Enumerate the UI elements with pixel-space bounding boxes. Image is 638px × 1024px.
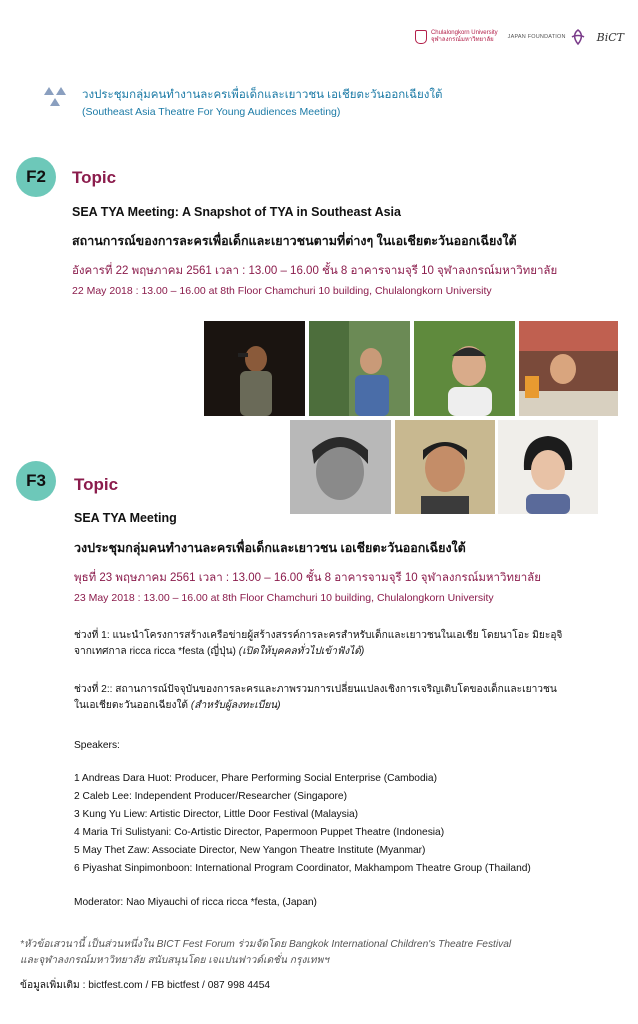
speaker-item: 2 Caleb Lee: Independent Producer/Researcher (Singapore) <box>74 791 347 802</box>
footer-note-line-2: และจุฬาลงกรณ์มหาวิทยาลัย สนับสนุนโดย เจแปนฟาวด์เดชั่น กรุงเทพฯ <box>20 955 330 966</box>
session-2-note: (สำหรับผู้ลงทะเบียน) <box>190 700 281 711</box>
session-2-line-1: ช่วงที่ 2:: สถานการณ์ปัจจุบันของการละครและภาพรวมการเปลี่ยนแปลงเชิงการเจริญเติบโตของเด็กและเยาวชน <box>74 684 557 695</box>
partner-logos <box>415 22 624 52</box>
moderator <box>74 894 317 912</box>
meeting-title-thai: วงประชุมกลุ่มคนทำงานละครเพื่อเด็กและเยาวชน เอเชียตะวันออกเฉียงใต้ <box>82 89 443 101</box>
f2-topic-heading: Topic <box>72 168 117 187</box>
chulalongkorn-logo <box>415 30 498 44</box>
session-1-note: (เปิดให้บุคคลทั่วไปเข้าฟังได้) <box>238 646 365 657</box>
footer-note-line-1: *หัวข้อเสวนานี้ เป็นส่วนหนึ่งใน BICT Fest Forum ร่วมจัดโดย Bangkok International Children's Theatre Festival <box>20 939 512 950</box>
moderator-name: Nao Miyauchi of ricca ricca *festa, (Japan) <box>126 897 317 908</box>
chula-seal-icon <box>415 30 427 44</box>
f2-badge: F2 <box>16 157 56 197</box>
f3-title-thai: วงประชุมกลุ่มคนทำงานละครเพื่อเด็กและเยาวชน เอเชียตะวันออกเฉียงใต้ <box>74 541 466 555</box>
triangles-icon <box>40 84 70 110</box>
speaker-photo-6 <box>395 420 495 514</box>
speaker-item: 4 Maria Tri Sulistyani: Co-Artistic Director, Papermoon Puppet Theatre (Indonesia) <box>74 827 445 838</box>
speakers-label: Speakers: <box>74 740 120 751</box>
f3-date-english: 23 May 2018 : 13.00 – 16.00 at 8th Floor Chamchuri 10 building, Chulalongkorn University <box>74 592 494 604</box>
f2-title-english: SEA TYA Meeting: A Snapshot of TYA in Southeast Asia <box>72 205 401 219</box>
logo-cu-line1: Chulalongkorn University <box>430 30 498 36</box>
f3-date-thai: พุธที่ 23 พฤษภาคม 2561 เวลา : 13.00 – 16.00 ชั้น 8 อาคารจามจุรี 10 จุฬาลงกรณ์มหาวิทยาลัย <box>74 572 541 584</box>
footer-note <box>20 937 630 969</box>
f2-date-thai: อังคารที่ 22 พฤษภาคม 2561 เวลา : 13.00 – 16.00 ชั้น 8 อาคารจามจุรี 10 จุฬาลงกรณ์มหาวิทยาลัย <box>72 265 558 277</box>
f2-date-english: 22 May 2018 : 13.00 – 16.00 at 8th Floor Chamchuri 10 building, Chulalongkorn University <box>72 285 492 297</box>
speaker-photo-2 <box>309 321 410 416</box>
session-1-line-1: ช่วงที่ 1: แนะนำโครงการสร้างเครือข่ายผู้สร้างสรรค์การละครสำหรับเด็กและเยาวชนในเอเชีย โดยนาโอะ มิยะอุจิ <box>74 630 563 641</box>
moderator-label: Moderator: <box>74 897 124 908</box>
session-1-line-2 <box>74 644 634 660</box>
footer-contact: ข้อมูลเพิ่มเติม : bictfest.com / FB bictfest / 087 998 4454 <box>20 980 271 991</box>
speaker-item: 3 Kung Yu Liew: Artistic Director, Little Door Festival (Malaysia) <box>74 809 359 820</box>
f3-badge: F3 <box>16 461 56 501</box>
session-1-text: จากเทศกาล ricca ricca *festa (ญี่ปุ่น) <box>74 646 236 657</box>
speaker-item: 1 Andreas Dara Huot: Producer, Phare Performing Social Enterprise (Cambodia) <box>74 773 437 784</box>
speaker-photo-4 <box>519 321 618 416</box>
bict-logo: BiCT <box>596 30 624 44</box>
f3-title-english: SEA TYA Meeting <box>74 511 177 525</box>
session-2 <box>74 682 634 714</box>
speaker-photo-1 <box>204 321 305 416</box>
japan-foundation-mark-icon <box>569 28 587 46</box>
session-1 <box>74 628 634 660</box>
speaker-photo-3 <box>414 321 515 416</box>
japan-foundation-logo <box>508 28 587 46</box>
session-2-text: ในเอเชียตะวันออกเฉียงใต้ <box>74 700 189 711</box>
speaker-photo-5 <box>290 420 391 514</box>
speakers-list <box>74 770 634 878</box>
speaker-photo-7 <box>498 420 598 514</box>
speaker-item: 6 Piyashat Sinpimonboon: International Program Coordinator, Makhampom Theatre Group (Thailand) <box>74 863 531 874</box>
speaker-item: 5 May Thet Zaw: Associate Director, New Yangon Theatre Institute (Myanmar) <box>74 845 426 856</box>
meeting-title-english: (Southeast Asia Theatre For Young Audiences Meeting) <box>82 106 341 118</box>
logo-cu-line2: จุฬาลงกรณ์มหาวิทยาลัย <box>430 37 494 43</box>
logo-jf-text: JAPAN FOUNDATION <box>507 34 566 40</box>
f2-title-thai: สถานการณ์ของการละครเพื่อเด็กและเยาวชนตามที่ต่างๆ ในเอเชียตะวันออกเฉียงใต้ <box>72 234 517 248</box>
session-2-line-2 <box>74 698 634 714</box>
f3-topic-heading: Topic <box>74 475 119 494</box>
